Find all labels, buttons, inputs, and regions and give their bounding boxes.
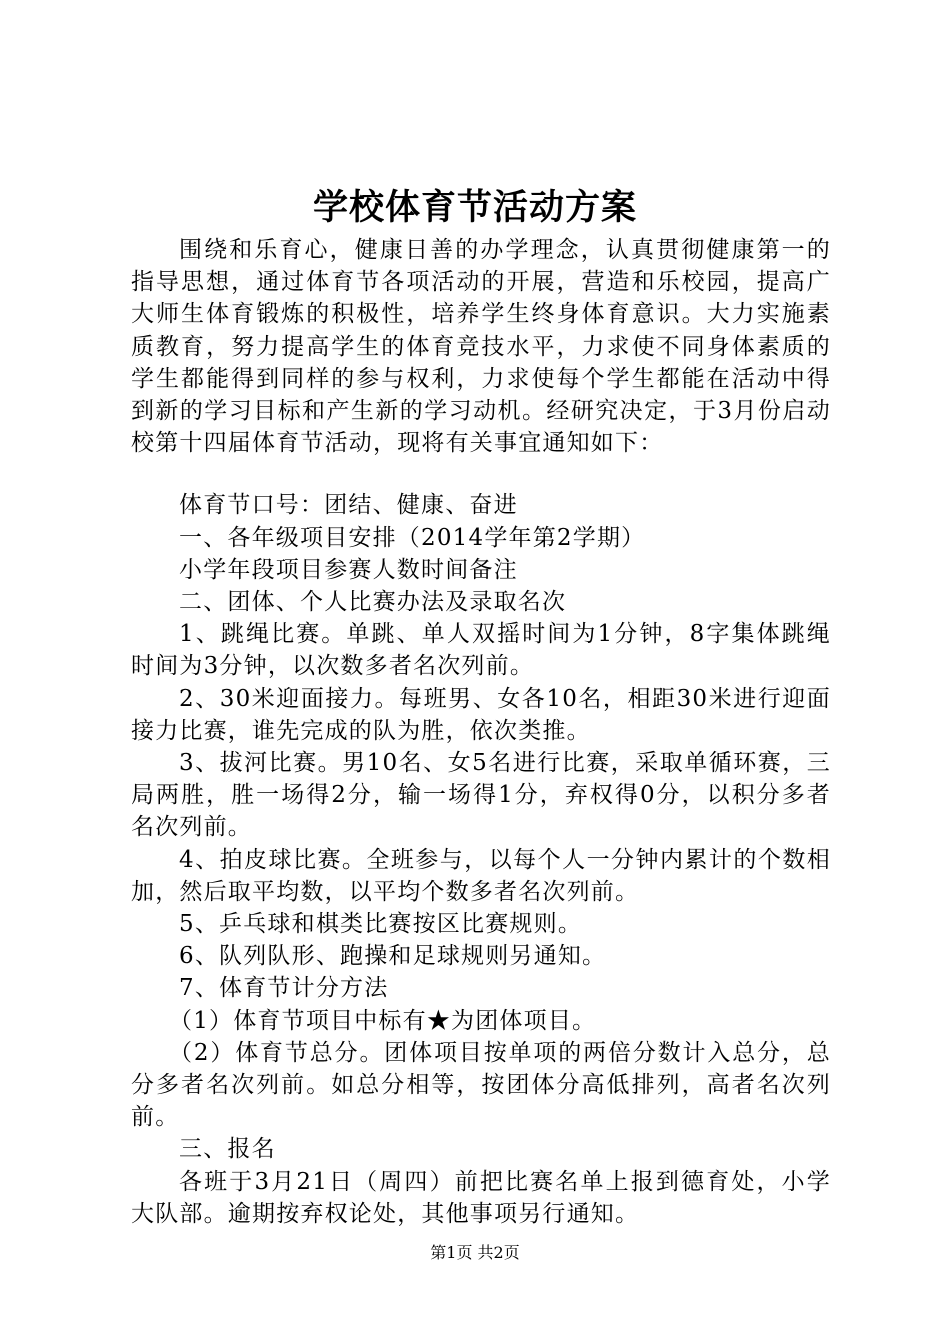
rule-item-5: 5、乒乓球和棋类比赛按区比赛规则。 — [179, 911, 583, 938]
rule-item-7: 7、体育节计分方法 — [179, 975, 389, 1002]
document-body — [131, 234, 831, 1230]
section-heading-2: 二、团体、个人比赛办法及录取名次 — [179, 589, 567, 616]
rule-item-4: 4、拍皮球比赛。全班参与，以每个人一分钟内累计的个数相加，然后取平均数，以平均个数多者名次列前。 — [131, 846, 831, 905]
section-heading-1: 一、各年级项目安排（2014学年第2学期） — [179, 524, 646, 551]
rule-item-2: 2、30米迎面接力。每班男、女各10名，相距30米进行迎面接力比赛，谁先完成的队为胜，依次类推。 — [131, 685, 831, 744]
rule-item-3: 3、拔河比赛。男10名、女5名进行比赛，采取单循环赛，三局两胜，胜一场得2分，输一场得1分，弃权得0分，以积分多者名次列前。 — [131, 750, 831, 841]
intro-paragraph: 围绕和乐育心，健康日善的办学理念，认真贯彻健康第一的指导思想，通过体育节各项活动的开展，营造和乐校园，提高广大师生体育锻炼的积极性，培养学生终身体育意识。大力实施素质教育，努力提高学生的体育竞技水平，力求使不同身体素质的学生都能得到同样的参与权利，力求使每个学生都能在活动中得到新的学习目标和产生新的学习动机。经研究决定，于3月份启动校第十四届体育节活动，现将有关事宜通知如下： — [131, 237, 831, 457]
scoring-rule-1: （1）体育节项目中标有★为团体项目。 — [169, 1007, 597, 1034]
slogan-line: 体育节口号：团结、健康、奋进 — [179, 492, 518, 519]
document-title: 学校体育节活动方案 — [312, 187, 637, 228]
registration-paragraph: 各班于3月21日（周四）前把比赛名单上报到德育处，小学大队部。逾期按弃权论处，其他事项另行通知。 — [131, 1168, 831, 1227]
section-heading-3: 三、报名 — [179, 1136, 276, 1163]
table-header-line: 小学年段项目参赛人数时间备注 — [179, 556, 518, 583]
page-footer: 第1页 共2页 — [430, 1243, 520, 1262]
paragraph-gap — [131, 459, 831, 489]
scoring-rule-2: （2）体育节总分。团体项目按单项的两倍分数计入总分，总分多者名次列前。如总分相等，按团体分高低排列，高者名次列前。 — [131, 1039, 831, 1131]
rule-item-6: 6、队列队形、跑操和足球规则另通知。 — [179, 943, 607, 970]
rule-item-1: 1、跳绳比赛。单跳、单人双摇时间为1分钟，8字集体跳绳时间为3分钟，以次数多者名次列前。 — [131, 621, 831, 680]
